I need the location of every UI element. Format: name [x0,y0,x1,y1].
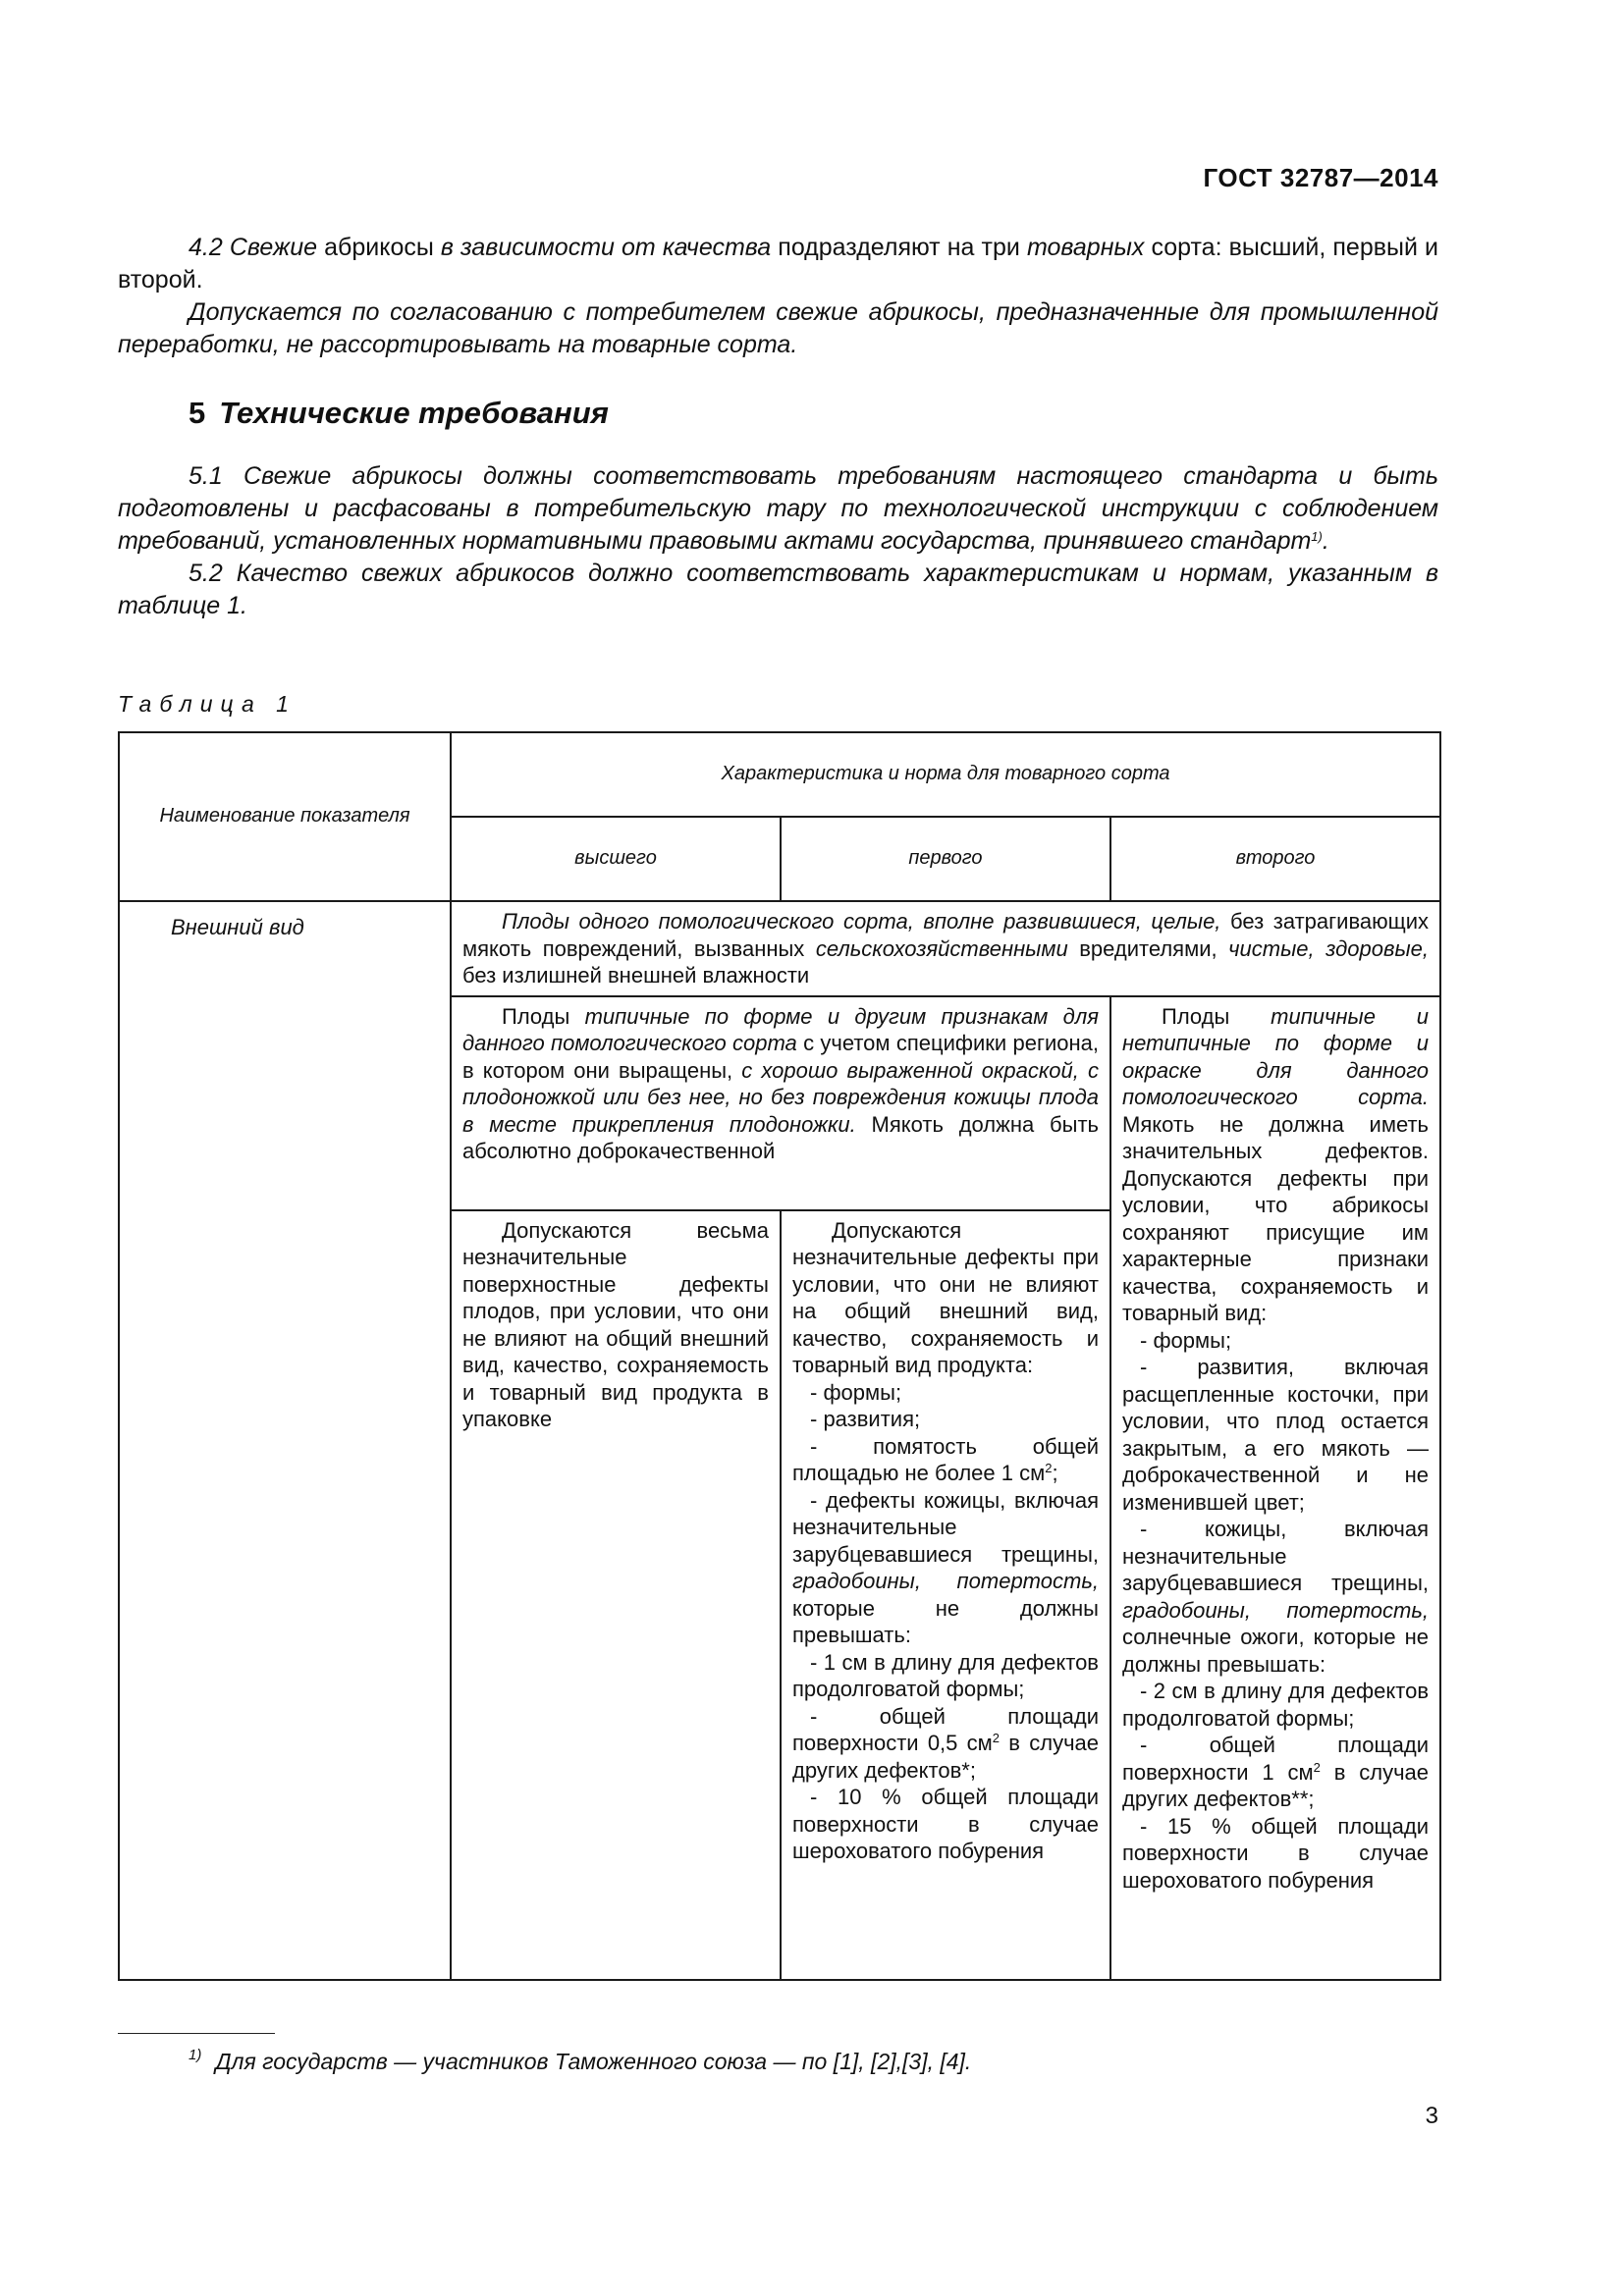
clause-4-2-paragraph [118,232,1438,296]
text-fragment: градобоины, потертость, [792,1569,1099,1593]
text-fragment: с хорошо выраженной окраской, с плодоножкой или без нее, но без повреждения кожицы плода в месте прикрепления плодоножки. [462,1057,1099,1137]
text-fragment: без затрагивающих мякоть повреждений, вызванных [462,909,1430,961]
section-heading: Технические требования [219,396,609,430]
header-characteristic: Характеристика и норма для товарного сорта [451,732,1440,817]
footnote-ref[interactable]: 1) [1311,529,1323,544]
superscript: 2 [1313,1759,1321,1775]
text-fragment: - общей площади поверхности 1 см [1122,1733,1430,1785]
footnote-separator [118,2033,275,2034]
text-fragment: Мякоть не должна иметь значительных дефектов. Допускаются дефекты при условии, что абрикосы сохраняют присущие им характерные признаки качества, сохраняемость и товарный вид: [1122,1111,1430,1325]
footnote-mark: 1) [189,2047,202,2063]
text-fragment: Допускаются незначительные дефекты при условии, что они не влияют на общий внешний вид, качество, сохраняемость и товарный вид продукта: [792,1217,1099,1377]
list-item [1122,1732,1429,1813]
text-fragment: Допускаются весьма незначительные поверхностные дефекты плодов, при условии, что они не влияют на общий внешний вид, качество, сохраняемость и товарный вид продукта в упаковке [462,1217,769,1431]
list-item [792,1487,1099,1649]
text-fragment: подразделяют на три [771,234,1027,261]
text-fragment: - помятость общей площадью не более 1 см [792,1433,1099,1485]
text-fragment: в зависимости от качества [440,234,772,261]
section-5-body [118,460,1438,622]
text-fragment: сельскохозяйственными [815,935,1068,961]
list-item: - развития, включая расщепленные косточки, при условии, что плод остается закрытым, а его мякоть — доброкачественной и не изменившей цвет; [1122,1355,1430,1515]
footnote [189,2047,971,2075]
text-fragment: солнечные ожоги, которые не должны превышать: [1122,1625,1430,1677]
list-item: - развития; [810,1407,921,1431]
list-item [792,1433,1099,1487]
clause-5-2: 5.2 Качество свежих абрикосов должно соответствовать характеристикам и нормам, указанным в таблице 1. [118,560,1438,619]
text-fragment: - кожицы, включая незначительные зарубцевавшиеся трещины, [1122,1517,1430,1595]
text-fragment: Плоды одного помологического сорта, вполне развившиеся, целые, [502,909,1221,934]
section-number: 5 [189,396,206,430]
text-fragment: . [1322,527,1329,555]
text-fragment: градобоины, потертость, [1122,1597,1430,1623]
superscript: 2 [1045,1461,1053,1475]
list-item [792,1703,1099,1785]
superscript: 2 [992,1731,1001,1745]
text-fragment: ; [1052,1461,1058,1485]
header-indicator-name: Наименование показателя [119,732,451,901]
header-sort-highest: высшего [451,817,781,901]
header-sort-second: второго [1110,817,1440,901]
list-item: - 10 % общей площади поверхности в случае шероховатого побурения [792,1785,1099,1863]
indicator-appearance: Внешний вид [119,901,451,1980]
text-fragment: абрикосы [317,234,441,261]
list-item [1122,1516,1429,1678]
section-title [189,396,609,431]
list-item: - 15 % общей площади поверхности в случае шероховатого побурения [1122,1813,1430,1893]
text-fragment: в случае других дефектов**; [1122,1759,1430,1811]
clause-4-2 [118,232,1438,361]
list-item: - 2 см в длину для дефектов продолговатой формы; [1122,1679,1430,1731]
clause-4-2-allowance: Допускается по согласованию с потребителем свежие абрикосы, предназначенные для промышленной переработки, не рассортировывать на товарные сорта. [118,298,1438,358]
clause-number: 4.2 [189,234,223,261]
header-sort-first: первого [781,817,1110,901]
text-fragment: без излишней внешней влажности [462,963,810,988]
text-fragment: - общей площади поверхности 0,5 см [792,1703,1099,1755]
text-fragment: которые не должны превышать: [792,1595,1099,1647]
clause-5-1 [118,460,1438,558]
text-fragment: типичные и нетипичные по форме и окраске для данного помологического сорта. [1122,1003,1430,1109]
list-item: - формы; [810,1379,902,1405]
list-item: - 1 см в длину для дефектов продолговатой формы; [792,1649,1099,1701]
requirements-table [118,731,1441,1981]
second-sort-requirement [1110,996,1440,1980]
text-fragment: типичные по форме и другим признакам для данного помологического сорта [462,1003,1099,1055]
page-number: 3 [1425,2103,1438,2129]
highest-sort-requirement [451,1210,781,1980]
text-fragment: Свежие [229,234,318,261]
table-caption: Таблица 1 [118,691,297,717]
text-fragment: чистые, здоровые, [1228,935,1430,961]
footnote-text: Для государств — участников Таможенного союза — по [1], [2],[3], [4]. [215,2049,972,2074]
list-item: - формы; [1140,1327,1232,1353]
text-fragment: - дефекты кожицы, включая незначительные зарубцевавшиеся трещины, [792,1487,1099,1567]
text-fragment: в случае других дефектов*; [792,1731,1100,1783]
text-fragment: сорта: высший, первый и второй. [118,234,1438,294]
common-requirement [451,901,1440,996]
text-fragment: вредителями, [1067,935,1229,961]
text-fragment: Мякоть должна быть абсолютно доброкачественной [462,1111,1100,1163]
first-sort-requirement [781,1210,1110,1980]
document-code: ГОСТ 32787—2014 [1203,163,1438,192]
text-fragment: Плоды [1162,1003,1271,1029]
text-fragment: Плоды [502,1003,585,1029]
text-fragment: 5.1 Свежие абрикосы должны соответствовать требованиям настоящего стандарта и быть подготовлены и расфасованы в потребительскую тару по технологической инструкции с соблюдением требований, установленных нормативными правовыми актами государства, принявшего стандарт [118,462,1438,555]
text-fragment: товарных [1026,234,1145,261]
text-fragment: с учетом специфики региона, в котором они выращены, [462,1031,1099,1083]
highest-first-requirement [451,996,1110,1210]
